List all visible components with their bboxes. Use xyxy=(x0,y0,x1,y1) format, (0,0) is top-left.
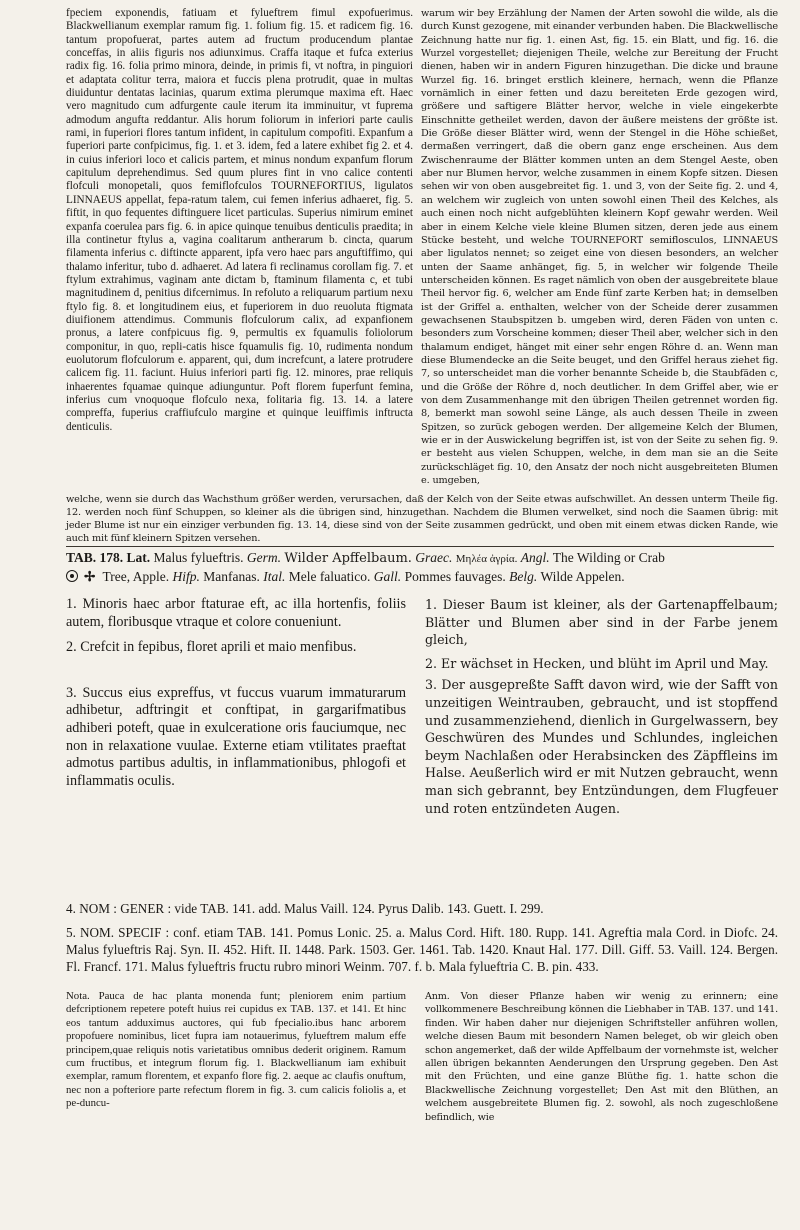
upper-latin-column xyxy=(66,7,413,501)
items-latin-column xyxy=(66,596,406,886)
latin-note-text: Nota. Pauca de hac planta monenda funt; pleniorem enim partium defcriptionem repetere poteft huius rei cupidus ex TAB. 137. et 141. Et hinc eos tantum adduximus auctores, qui fub fpecialio.ibus hanc arborem propofuere nominibus, licet fupra iam notauerimus, fylueftrem malum effe principem,quae reliquis notis varietatibus omnibus dederit originem. Ramum cum fructibus, et integrum florum fig. 1. Blackwellianum iam exhibuit exemplar, ramum florentem, et expanfo flore fig. 2. aeque ac claufis onuftum, nec non a pofteriore parte refectum florem in fig. 3. cum calicis foliolis a, et pe-duncu- xyxy=(66,990,406,1110)
cross-symbol-icon: ✢ xyxy=(84,569,96,584)
table-heading xyxy=(66,549,778,586)
italian-name: Mele faluatico. xyxy=(288,569,371,584)
genus-reference: 4. NOM : GENER : vide TAB. 141. add. Malus Vaill. 124. Pyrus Dalib. 143. Guett. I. 299. xyxy=(66,901,544,916)
italian-label: Ital. xyxy=(263,569,286,584)
dutch-label: Belg. xyxy=(509,569,538,584)
spanish-label: Hifp. xyxy=(172,569,200,584)
french-name: Pommes fauvages. xyxy=(404,569,506,584)
greek-name: Μηλέα ἀγρία. xyxy=(455,553,518,565)
german-name: Wilder Apffelbaum. xyxy=(284,551,412,566)
dutch-name: Wilde Appelen. xyxy=(540,569,625,584)
section-divider xyxy=(66,546,774,547)
item-3-latin: 3. Succus eius expreffus, vt fuccus vuarum immaturarum adhibetur, adftringit et conftipat, in gargarifmatibus adhiberi poteft, quae in exulceratione oris fauciumque, nec non in relaxatione vuulae. Externe etiam vtilitates praeftat admotus partibus adultis, in inflammationibus, phlogofi et inflammatis oculis. xyxy=(66,684,406,789)
item-2-latin: 2. Crefcit in fepibus, floret aprili et maio menfibus. xyxy=(66,639,357,656)
spanish-name: Manfanas. xyxy=(203,569,260,584)
german-label: Germ. xyxy=(246,550,282,565)
item-1-latin: 1. Minoris haec arbor ftaturae eft, ac illa hortenfis, foliis autem, floribusque vtraque et colore conueniunt. xyxy=(66,596,406,630)
german-note xyxy=(425,990,778,1226)
greek-label: Graec. xyxy=(415,550,453,565)
item-2-german: 2. Er wächset in Hecken, und blüht im April und May. xyxy=(425,655,769,671)
items-german-column xyxy=(425,596,778,886)
latin-label: Lat. xyxy=(126,550,151,565)
english-name: The Wilding or Crab xyxy=(552,550,665,565)
upper-latin-text: fpeciem exponendis, fatiuam et fylueftrem fimul expofuerimus. Blackwellianum exemplar ramum fig. 1. folium fig. 15. et radicem fig. 16. tantum propofuerat, partes autem ad fructum producendum plantae conceffas, in aliis figuris nos adiunximus. Craffa itaque et fufca exterius radix fig. 16. folia primo minora, deinde, in primis fi, vt noftra, in pinguiori et adaptata colitur terra, maiora et fuccis plena protrudit, quae in multas diuiduntur dentatas lacinias, quarum extima plerumque maxima eft. Haec vero magnitudo cum adfurgente caule iterum ita imminuitur, vt fuprema admodum angufta reddantur. Alis horum foliorum in inferiori parte caulis rami, in fuperiori flores tantum infident, in capitulum compofiti. Expanfum a fuperiori parte confpicimus, fig. 1. et 3. idem, fed a latere exhibet fig 2. et 4. in cuius inferiori loco et calicis partem, et minus nondum expanfum florum capitulum deprehendimus. Sed quum plures fint in vno calice contenti flofculi monopetali, quos femiflofculos TOURNEFORTIUS, ligulatos LINNAEUS appellat, fepa-ratum talem, cui femen inferius adhaeret, fig. 5. fiftit, in quo fequentes diftinguere licet particulas. Superius nimirum eminet expanfa coerulea pars fig. 6. in apice quinque tenuibus denticulis praedita; in illa continetur ftylus a, vagina coalitarum antherarum b. cincta, quarum filamenta inferius c. diftincte apparent, ipfa vero haec pars anguftiffimo, qui thalamo inferitur, tubo d. adhaeret. Ad latera fi reclinamus corollam fig. 7. et ftylum extrahimus, vaginam ante dictam b, ftaminum filamenta c, et tubi magnitudinem d, penitius difcernimus. In refoluto a reliquarum partium nexu ftylo fig. 8. et longitudinem eius, et fuperiorem in duo reuoluta ftigmata diuifionem attendimus. Communis flofculorum calix, ad expanfionem pronus, a latere confpicuus fig. 9, permultis ex fquamulis foliolorum componitur, in quo, repli-catis hisce fquamulis fig. 10, rudimenta nondum euolutorum flofculorum e. apparent, qui, dum increfcunt, a latere protrudere calicem fig. 11. faciunt. Huius inferiori parti fig. 12. minores, prae reliquis inhaerentes fquamae quinque adiunguntur. Poft florem fuperfunt femina, inferius cum vnoquoque flofculo nexa, folitaria fig. 13. 14. a latere compreffa, fuperius craffiufculo margine et quinque leuiffimis inftructa denticulis. xyxy=(66,7,413,433)
item-1-german: 1. Dieser Baum ist kleiner, als der Gartenapffelbaum; Blätter und Blumen aber sind in der Farbe jenem gleich, xyxy=(425,597,778,648)
english-label: Angl. xyxy=(520,550,550,565)
item-3-german: 3. Der ausgepreßte Safft davon wird, wie der Safft von unzeitigen Weintrauben, gebraucht, und ist stopffend und zusammenziehend, dienlich in Gurgelwassern, bey Geschwüren des Mundes und Schlundes, ingleichen beym Nachlaßen oder Herabsincken des Zäpffleins im Halse. Aeußerlich wird er mit Nutzen gebraucht, wenn man sich gebrannt, bey Entzündungen, dem Flugfeuer und roten entzündeten Augen. xyxy=(425,677,778,816)
german-note-text: Anm. Von dieser Pflanze haben wir wenig zu erinnern; eine vollkommenere Beschreibung können die Liebhaber in TAB. 137. und 141. finden. Wir haben daher nur diejenigen Schriftsteller anführen wollen, welche diesen Baum mit besondern Namen beleget, ob wir gleich oben schon angemerket, daß der wilde Apffelbaum der vornehmste ist, welcher allen übrigen bekannten Aenderungen den Ursprung gegeben. Den Ast mit den Früchten, und eine ganze Blüthe fig. 1. hatte schon die Blackwellische Zeichnung vorgestellet; Den Ast mit den Blüthen, an welchem ausgebreitete Blumen fig. 2. sowohl, als noch zugeschloßene befindlich, wie xyxy=(425,991,778,1123)
table-number: TAB. 178. xyxy=(66,550,124,565)
french-label: Gall. xyxy=(373,569,402,584)
perennial-symbol-icon xyxy=(66,570,78,582)
english-name-continued: Tree, Apple. xyxy=(102,569,170,584)
latin-name: Malus fylueftris. xyxy=(153,550,244,565)
upper-german-text: warum wir bey Erzählung der Namen der Arten sowohl die wilde, als die durch Kunst gezogene, mit einander verbunden haben. Die Blackwellische Zeichnung hatte nur fig. 1. einen Ast, fig. 15. ein Blatt, und fig. 16. die Wurzel vorgestellet; diejenigen Theile, welche zur Bereitung der Frucht dienen, haben wir in andern Figuren hinzugethan. Die dicke und braune Wurzel fig. 16. bringet erstlich kleinere, hernach, wenn die Pflanze vornämlich in einer fetten und dazu bereiteten Erde gezogen wird, größere und saftigere Blätter hervor, welche in viele eingekerbte Einschnitte getheilet werden, davon der äußere meistens der größte ist. Die Größe dieser Blätter wird, wenn der Stengel in die Höhe schießet, dermaßen verringert, daß die obern ganz enge erscheinen. Aus dem Zwischenraume der Blätter kommen unten an dem Stengel Aeste, oben aber nur Blumen hervor, welche zusammen in einem Kopfe sitzen. Diesen sehen wir von oben ausgebreitet fig. 1. und 3, von der Seite fig. 2. und 4, an welchem wir zugleich von unten sowohl einen Theil des Kelches, als auch einen noch nicht aufgeblühten kleinern Kopf gewahr werden. Weil aber in einem Kelche viele kleine Blumen sitzen, deren jede aus einem Stücke besteht, und welche TOURNEFORT semiflosculos, LINNAEUS aber ligulatos nennet; so zeiget eine von diesen besonders, an welcher unten der Saame anhänget, fig. 5, in welcher wir folgende Theile unterscheiden können. Es raget nämlich von oben der ausgebreitete blaue Theil hervor fig. 6, welcher am Ende fünf zarte Kerben hat; in demselben ist der Griffel a. enthalten, welcher von der Scheide derer zusammen gewachsenen Staubspitzen b. umgeben wird, deren Fäden von unten c. besonders zum Vorscheine kommen; dieser Theil aber, welcher sich in den thalamum endiget, hänget mit einer sehr engen Röhre d. an. Wenn man diese Blumendecke an die Seite beuget, und den Griffel heraus ziehet fig. 7, so unterscheidet man die vorher benannte Scheide b, die Staubfäden c, und die Größe der Röhre d, noch deutlicher. In dem Griffel aber, wie er von dem Zusammenhange mit den übrigen Theilen getrennet worden fig. 8, bemerkt man sowohl seine Länge, als auch dessen Theile in zween Spitzen, so zurück gebogen werden. Der allgemeine Kelch der Blumen, wie er in der Auswickelung begriffen ist, ist von der Seite zu sehen fig. 9. er besteht aus vielen Schuppen, welche, in dem man sie an die Seite zurückschläget fig. 10, den Ansatz der noch nicht ausgebreiteten Blumen e. umgeben, xyxy=(421,8,779,487)
species-reference: 5. NOM. SPECIF : conf. etiam TAB. 141. Pomus Lonic. 25. a. Malus Cord. Hift. 180. Rupp. 141. Agreftia mala Cord. in Diofc. 24. Malus fylueftris Raj. Syn. II. 452. Hift. II. 1448. Park. 1503. Ger. 1461. Tab. 1420. Knaut Hal. 177. Dill. Giff. 53. Vaill. 124. Bergen. Fl. Francf. 171. Malus fylueftris fructu rubro minori Weinm. 707. f. b. Mala fylueftria C. B. pin. 433. xyxy=(66,925,778,975)
upper-german-continuation xyxy=(66,493,778,544)
continuation-text: welche, wenn sie durch das Wachsthum größer werden, verursachen, daß der Kelch von der Seite etwas aufschwillet. An dessen unterm Theile fig. 12. werden noch fünf Schuppen, so kleiner als die übrigen sind, hinzugethan. Nachdem die Blumen verwelket, sind noch die Saamen übrig: mit jeder Blume ist nur ein einziger verbunden fig. 13. 14, diese sind von der Seite zusammen gedrückt, und oben mit einem etwas dicken Rande, wie auch mit fünf kleinern Spitzen versehen. xyxy=(66,494,778,544)
upper-german-column xyxy=(421,7,778,499)
latin-note xyxy=(66,990,406,1226)
